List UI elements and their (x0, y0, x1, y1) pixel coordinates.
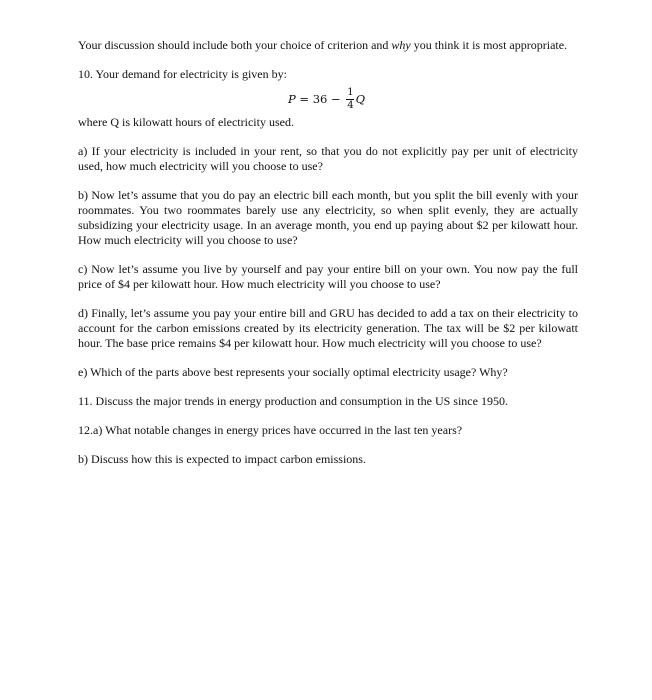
fraction-denominator: 4 (347, 99, 354, 111)
equation-fraction (346, 88, 354, 111)
equation-constant: = 36 − (295, 91, 345, 106)
question-12-part-b: b) Discuss how this is expected to impact carbon emissions. (78, 452, 366, 466)
question-10-part-b: b) Now let’s assume that you do pay an electric bill each month, but you split the bill evenly with your roommates. You two roommates barely use any electricity, so when split evenly, they are actually subsidizing your electricity usage. In an average month, you end up paying about $2 per kilowatt hour. How much electricity will you choose to use? (78, 188, 578, 247)
demand-equation (78, 86, 578, 112)
question-10-part-c: c) Now let’s assume you live by yourself and pay your entire bill on your own. You now pay the full price of $4 per kilowatt hour. How much electricity will you choose to use? (78, 262, 578, 291)
equation-definition: where Q is kilowatt hours of electricity used. (78, 115, 294, 129)
intro-text-before: Your discussion should include both your choice of criterion and (78, 38, 392, 52)
question-11: 11. Discuss the major trends in energy production and consumption in the US since 1950. (78, 394, 508, 408)
equation-variable: Q (355, 91, 366, 106)
intro-text-after: you think it is most appropriate. (410, 38, 568, 52)
question-10-part-e: e) Which of the parts above best represents your socially optimal electricity usage? Why? (78, 365, 508, 379)
document-page (78, 38, 578, 467)
question-10-heading: 10. Your demand for electricity is given by: (78, 67, 287, 81)
question-10-part-a: a) If your electricity is included in your rent, so that you do not explicitly pay per unit of electricity used, how much electricity will you choose to use? (78, 144, 578, 173)
equation-lhs: P (288, 91, 296, 106)
intro-emphasis: why (391, 38, 411, 52)
question-10-part-d: d) Finally, let’s assume you pay your entire bill and GRU has decided to add a tax on their electricity to account for the carbon emissions created by its electricity generation. The tax will be $2 per kilowatt hour. The base price remains $4 per kilowatt hour. How much electricity will you choose to use? (78, 306, 578, 350)
fraction-numerator: 1 (347, 86, 354, 98)
intro-paragraph (78, 38, 578, 53)
question-12-part-a: 12.a) What notable changes in energy prices have occurred in the last ten years? (78, 423, 463, 437)
